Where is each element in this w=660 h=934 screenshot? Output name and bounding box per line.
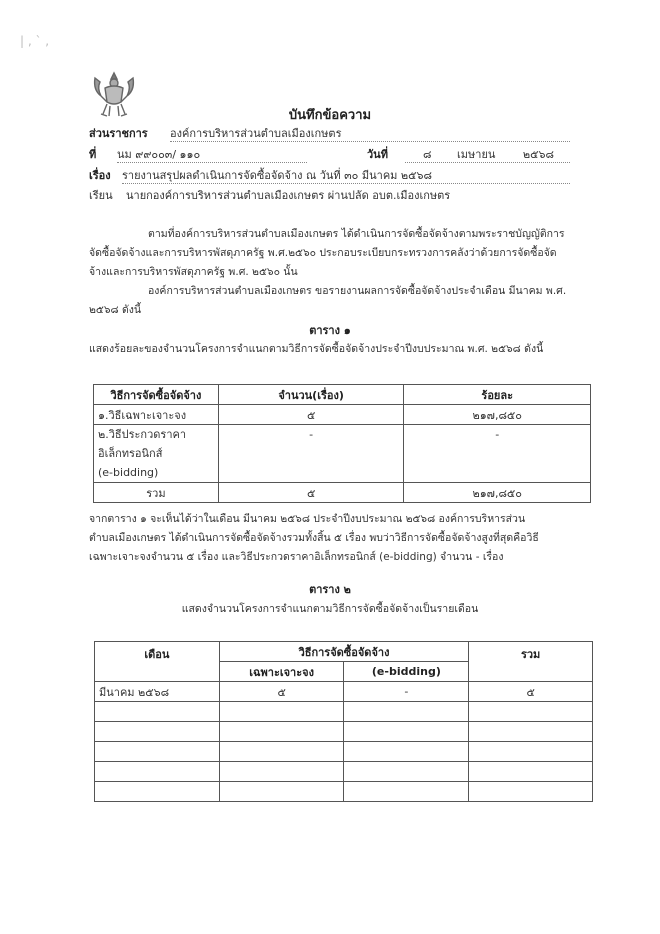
table2-ebidding [344, 762, 469, 782]
table2-ebidding [344, 782, 469, 802]
table1-method-line2: (e-bidding) [98, 466, 159, 479]
para1-line3: จ้างและการบริหารพัสดุภาครัฐ พ.ศ. ๒๕๖๐ นั้น [89, 266, 298, 278]
para2-line2: ๒๕๖๘ ดังนี้ [89, 304, 142, 316]
table2 [94, 641, 593, 802]
table2-header-ebidding: (e-bidding) [344, 662, 469, 682]
table-row [95, 682, 593, 702]
table2-header-specific: เฉพาะเจาะจง [219, 662, 344, 682]
table2-total [469, 762, 593, 782]
table2-specific [219, 742, 344, 762]
ref-text: นม ๙๙๐๐๓/ ๑๑๐ [117, 148, 201, 161]
table2-total [469, 702, 593, 722]
table2-specific [219, 762, 344, 782]
table1-total-row [94, 483, 591, 503]
table1-percent: - [404, 425, 591, 483]
to-value: นายกองค์การบริหารส่วนตำบลเมืองเกษตร ผ่านปลัด อบต.เมืองเกษตร [126, 189, 451, 202]
date-label: วันที่ [367, 148, 388, 161]
table1-header-percent: ร้อยละ [404, 385, 591, 405]
date-day: ๘ [423, 148, 432, 161]
para2-line1: องค์การบริหารส่วนตำบลเมืองเกษตร ขอรายงานผลการจัดซื้อจัดจ้างประจำเดือน มีนาคม พ.ศ. [148, 285, 567, 297]
table2-total [469, 722, 593, 742]
table2-specific [219, 702, 344, 722]
table1-method [94, 425, 219, 483]
table1-total-percent: ๒๑๗,๘๕๐ [404, 483, 591, 503]
table1-count: ๕ [218, 405, 404, 425]
table1-subtitle: แสดงร้อยละของจำนวนโครงการจำแนกตามวิธีการจัดซื้อจัดจ้างประจำปีงบประมาณ พ.ศ. ๒๕๖๘ ดังนี้ [89, 343, 544, 355]
table1-method: ๑.วิธีเฉพาะเจาะจง [94, 405, 219, 425]
table-row [95, 762, 593, 782]
to-label: เรียน [89, 189, 113, 202]
para1-line2: จัดซื้อจัดจ้างและการบริหารพัสดุภาครัฐ พ.ศ.๒๕๖๐ ประกอบระเบียบกระทรวงการคลังว่าด้วยการจัดซื้อจัด [89, 247, 557, 259]
date-value [405, 148, 570, 163]
subject-value [122, 169, 570, 184]
agency-value [170, 127, 570, 142]
agency-label: ส่วนราชการ [89, 127, 148, 140]
table2-month [95, 722, 220, 742]
agency-text: องค์การบริหารส่วนตำบลเมืองเกษตร [170, 127, 342, 140]
table1-count: - [218, 425, 404, 483]
subject-label: เรื่อง [89, 169, 111, 182]
table1 [93, 384, 591, 503]
table1-method-line1: ๒.วิธีประกวดราคาอิเล็กทรอนิกส์ [98, 428, 187, 460]
table-row [95, 702, 593, 722]
table2-header-total: รวม [469, 642, 593, 682]
table2-header-row [95, 642, 593, 662]
para1-line1: ตามที่องค์การบริหารส่วนตำบลเมืองเกษตร ได้ดำเนินการจัดซื้อจัดจ้างตามพระราชบัญญัติการ [148, 228, 565, 240]
table2-month [95, 782, 220, 802]
table2-month [95, 742, 220, 762]
table-row [94, 425, 591, 483]
table2-ebidding: - [344, 682, 469, 702]
table-row [95, 782, 593, 802]
table1-total-count: ๕ [218, 483, 404, 503]
para3-line1: จากตาราง ๑ จะเห็นได้ว่าในเดือน มีนาคม ๒๕๖๘ ประจำปีงบประมาณ ๒๕๖๘ องค์การบริหารส่วน [89, 513, 526, 525]
table2-header-methods: วิธีการจัดซื้อจัดจ้าง [219, 642, 469, 662]
table2-month [95, 762, 220, 782]
table2-total [469, 742, 593, 762]
table2-total: ๕ [469, 682, 593, 702]
table1-header-count: จำนวน(เรื่อง) [218, 385, 404, 405]
table1-header-row [94, 385, 591, 405]
table2-header-month: เดือน [95, 642, 220, 682]
table2-subtitle: แสดงจำนวนโครงการจำแนกตามวิธีการจัดซื้อจัดจ้างเป็นรายเดือน [181, 603, 479, 615]
ref-label: ที่ [89, 148, 97, 161]
scan-marks: | ‚ ` , [20, 34, 50, 48]
para3-line3: เฉพาะเจาะจงจำนวน ๕ เรื่อง และวิธีประกวดราคาอิเล็กทรอนิกส์ (e-bidding) จำนวน - เรื่อง [89, 551, 504, 563]
table2-ebidding [344, 722, 469, 742]
table2-month: มีนาคม ๒๕๖๘ [95, 682, 220, 702]
table2-total [469, 782, 593, 802]
table1-caption: ตาราง ๑ [309, 324, 351, 337]
table2-month [95, 702, 220, 722]
ref-value [117, 148, 307, 163]
para3-line2: ตำบลเมืองเกษตร ได้ดำเนินการจัดซื้อจัดจ้างรวมทั้งสิ้น ๕ เรื่อง พบว่าวิธีการจัดซื้อจัดจ้างสูงที่สุดคือวิธี [89, 532, 539, 544]
table1-header-method: วิธีการจัดซื้อจัดจ้าง [94, 385, 219, 405]
page-title: บันทึกข้อความ [288, 108, 372, 123]
table-row [95, 722, 593, 742]
table2-specific [219, 722, 344, 742]
table2-specific [219, 782, 344, 802]
table1-percent: ๒๑๗,๘๕๐ [404, 405, 591, 425]
subject-text: รายงานสรุปผลดำเนินการจัดซื้อจัดจ้าง ณ วันที่ ๓๐ มีนาคม ๒๕๖๘ [122, 169, 432, 182]
table2-ebidding [344, 742, 469, 762]
table-row [95, 742, 593, 762]
table2-specific: ๕ [219, 682, 344, 702]
table2-caption: ตาราง ๒ [309, 583, 351, 596]
date-year: ๒๕๖๘ [522, 148, 554, 161]
date-month: เมษายน [457, 148, 496, 161]
table-row [94, 405, 591, 425]
table1-total-label: รวม [94, 483, 219, 503]
table2-ebidding [344, 702, 469, 722]
